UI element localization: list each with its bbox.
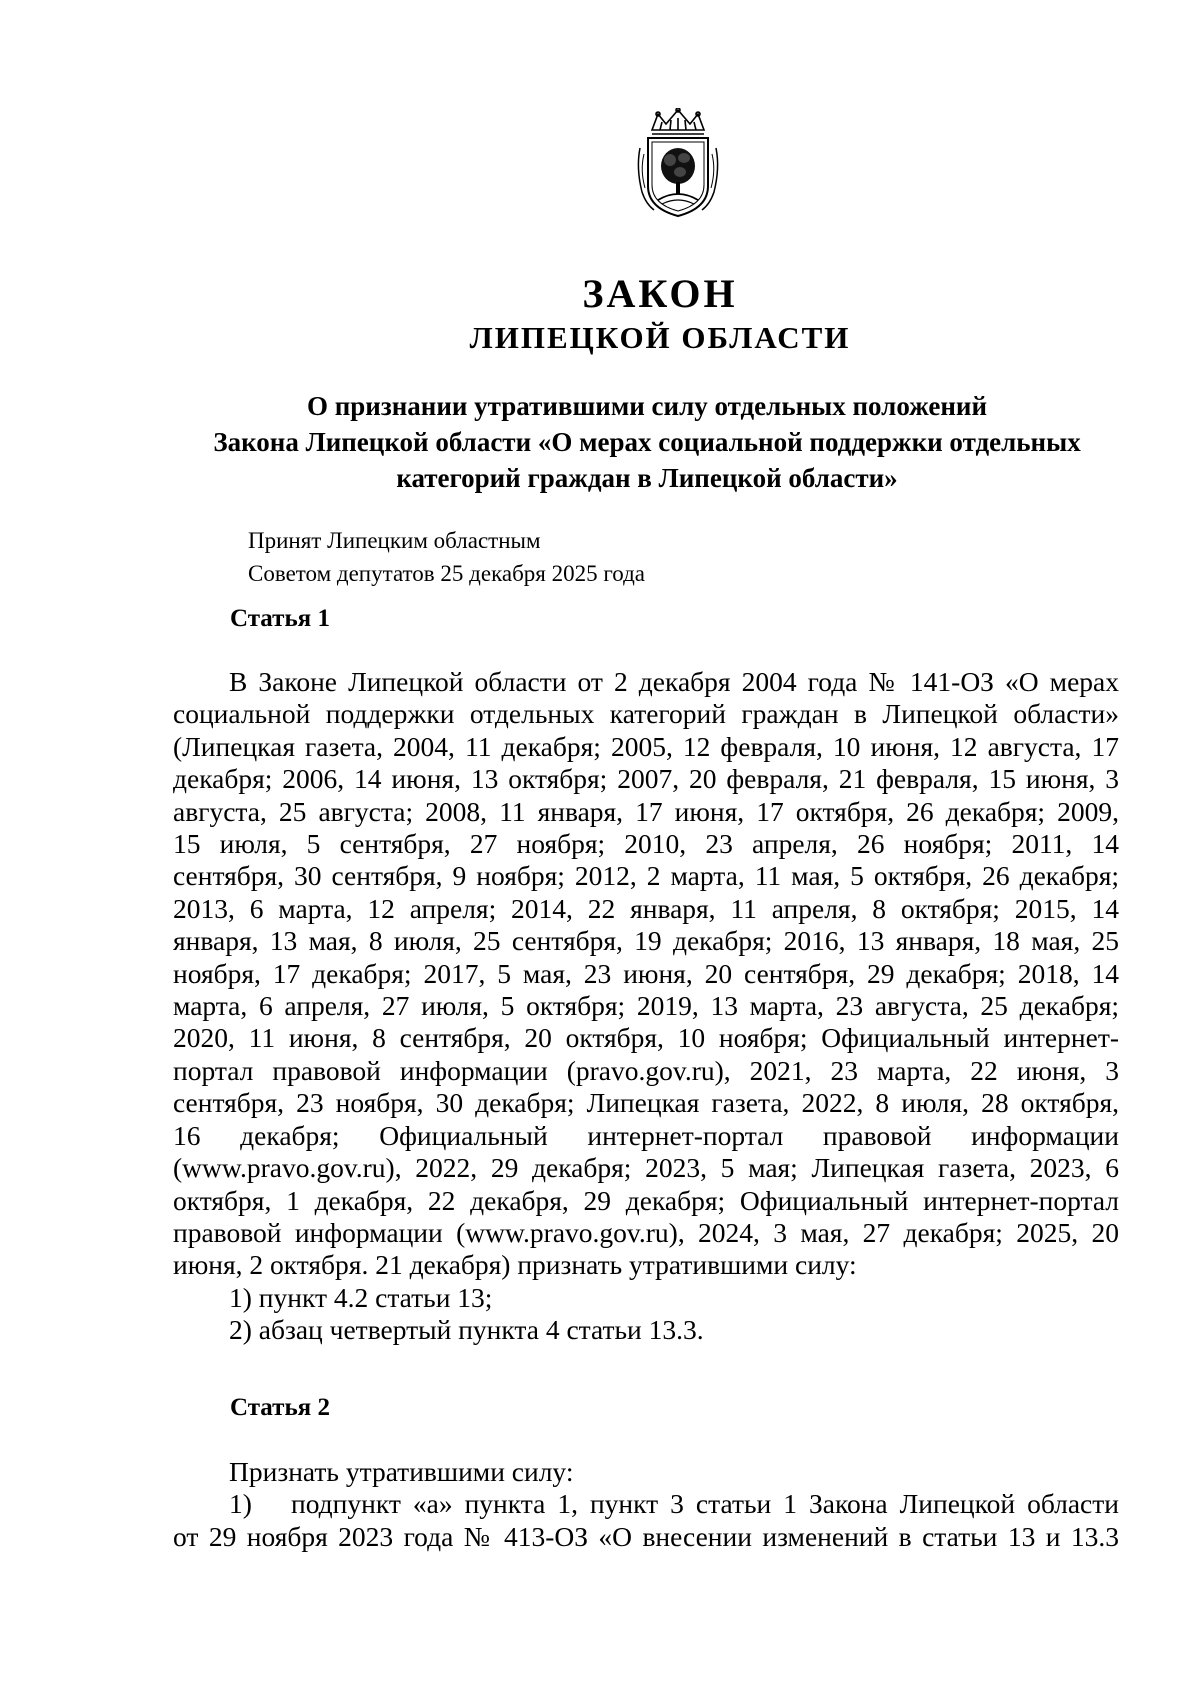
paragraph-line: января, 13 мая, 8 июля, 25 сентября, 19 декабря; 2016, 13 января, 18 мая, 25 <box>173 925 1119 957</box>
article-1-heading: Статья 1 <box>230 605 330 632</box>
article-2-body <box>173 1456 1119 1553</box>
paragraph-line: портал правовой информации (pravo.gov.ru), 2021, 23 марта, 22 июня, 3 <box>173 1054 1119 1086</box>
paragraph-line: сентября, 30 сентября, 9 ноября; 2012, 2 марта, 11 мая, 5 октября, 26 декабря; <box>173 860 1119 892</box>
article-2-heading: Статья 2 <box>230 1394 330 1421</box>
adoption-note <box>248 524 645 590</box>
paragraph-line: (Липецкая газета, 2004, 11 декабря; 2005, 12 февраля, 10 июня, 12 августа, 17 <box>173 730 1119 762</box>
lipetsk-coat-of-arms-icon <box>634 108 722 220</box>
article-2-intro: Признать утратившими силу: <box>229 1456 574 1487</box>
list-item: 1) пункт 4.2 статьи 13; <box>229 1281 493 1313</box>
paragraph-line: августа, 25 августа; 2008, 11 января, 17 июня, 17 октября, 26 декабря; 2009, <box>173 795 1119 827</box>
list-item <box>173 1488 1119 1520</box>
document-title: ЗАКОН <box>582 271 738 316</box>
paragraph-line: 2020, 11 июня, 8 сентября, 20 октября, 10 ноября; Официальный интернет- <box>173 1022 1119 1054</box>
paragraph-line: 15 июля, 5 сентября, 27 ноября; 2010, 23 апреля, 26 ноября; 2011, 14 <box>173 828 1119 860</box>
paragraph-line: сентября, 23 ноября, 30 декабря; Липецкая газета, 2022, 8 июля, 28 октября, <box>173 1087 1119 1119</box>
paragraph-line: 2013, 6 марта, 12 апреля; 2014, 22 января, 11 апреля, 8 октября; 2015, 14 <box>173 892 1119 924</box>
law-name <box>172 388 1122 496</box>
paragraph-line: социальной поддержки отдельных категорий граждан в Липецкой области» <box>173 698 1119 730</box>
paragraph-line: В Законе Липецкой области от 2 декабря 2004 года № 141-ОЗ «О мерах <box>229 666 1119 697</box>
law-name-line: Закона Липецкой области «О мерах социальной поддержки отдельных <box>213 427 1081 457</box>
paragraph-line: июня, 2 октября. 21 декабря) признать утратившими силу: <box>173 1249 857 1281</box>
article-1-body <box>173 666 1119 1347</box>
law-name-line: О признании утратившими силу отдельных положений <box>306 391 988 421</box>
paragraph-line: ноября, 17 декабря; 2017, 5 мая, 23 июня, 20 сентября, 29 декабря; 2018, 14 <box>173 957 1119 989</box>
adoption-note-line: Советом депутатов 25 декабря 2025 года <box>248 561 645 586</box>
adoption-note-line: Принят Липецким областным <box>248 528 541 553</box>
paragraph-line: 16 декабря; Официальный интернет-портал правовой информации <box>173 1119 1119 1151</box>
document-region: ЛИПЕЦКОЙ ОБЛАСТИ <box>469 320 851 355</box>
paragraph-line: марта, 6 апреля, 27 июля, 5 октября; 2019, 13 марта, 23 августа, 25 декабря; <box>173 990 1119 1022</box>
list-item: 2) абзац четвертый пункта 4 статьи 13.3. <box>229 1314 704 1346</box>
paragraph-line: от 29 ноября 2023 года № 413-ОЗ «О внесении изменений в статьи 13 и 13.3 <box>173 1520 1119 1552</box>
paragraph-line: декабря; 2006, 14 июня, 13 октября; 2007, 20 февраля, 21 февраля, 15 июня, 3 <box>173 763 1119 795</box>
paragraph-line: октября, 1 декабря, 22 декабря, 29 декабря; Официальный интернет-портал <box>173 1184 1119 1216</box>
list-item-number: 1) <box>229 1488 252 1520</box>
paragraph-line: правовой информации (www.pravo.gov.ru), 2024, 3 мая, 27 декабря; 2025, 20 <box>173 1216 1119 1248</box>
law-name-line: категорий граждан в Липецкой области» <box>396 463 898 493</box>
paragraph-line: подпункт «а» пункта 1, пункт 3 статьи 1 Закона Липецкой области <box>291 1488 1119 1520</box>
paragraph-line: (www.pravo.gov.ru), 2022, 29 декабря; 2023, 5 мая; Липецкая газета, 2023, 6 <box>173 1152 1119 1184</box>
